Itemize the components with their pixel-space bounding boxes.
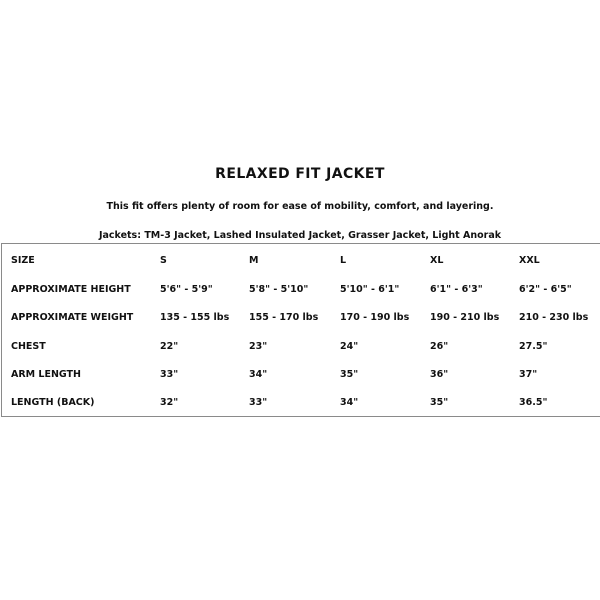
header-size: SIZE <box>11 255 35 266</box>
table-row <box>2 311 600 325</box>
table-cell: 34" <box>249 369 268 380</box>
table-cell: 35" <box>340 369 359 380</box>
table-cell: 27.5" <box>519 341 548 352</box>
table-cell: 5'10" - 6'1" <box>340 284 400 295</box>
header-xl: XL <box>430 255 444 266</box>
table-cell: 24" <box>340 341 359 352</box>
applicable-jackets: Jackets: TM-3 Jacket, Lashed Insulated Jacket, Grasser Jacket, Light Anorak <box>98 230 502 241</box>
table-cell: 170 - 190 lbs <box>340 312 410 323</box>
table-cell: 34" <box>340 397 359 408</box>
table-cell: 33" <box>160 369 179 380</box>
header-l: L <box>340 255 347 266</box>
page-title: RELAXED FIT JACKET <box>215 166 385 182</box>
table-cell: 190 - 210 lbs <box>430 312 500 323</box>
table-cell: 6'2" - 6'5" <box>519 284 572 295</box>
table-cell: 36" <box>430 369 449 380</box>
table-cell: 155 - 170 lbs <box>249 312 319 323</box>
row-label: LENGTH (BACK) <box>11 397 95 408</box>
table-cell: 22" <box>160 341 179 352</box>
table-cell: 32" <box>160 397 179 408</box>
table-row <box>2 283 600 297</box>
table-header-row <box>2 254 600 268</box>
table-cell: 26" <box>430 341 449 352</box>
table-row <box>2 368 600 382</box>
size-chart-table <box>1 243 600 417</box>
header-s: S <box>160 255 167 266</box>
row-label: APPROXIMATE WEIGHT <box>11 312 134 323</box>
table-cell: 5'6" - 5'9" <box>160 284 213 295</box>
table-cell: 37" <box>519 369 538 380</box>
fit-description: This fit offers plenty of room for ease of mobility, comfort, and layering. <box>106 201 494 212</box>
table-cell: 33" <box>249 397 268 408</box>
header-xxl: XXL <box>519 255 540 266</box>
table-cell: 35" <box>430 397 449 408</box>
row-label: CHEST <box>11 341 46 352</box>
table-row <box>2 340 600 354</box>
table-cell: 5'8" - 5'10" <box>249 284 309 295</box>
header-m: M <box>249 255 259 266</box>
row-label: ARM LENGTH <box>11 369 81 380</box>
table-row <box>2 396 600 410</box>
table-cell: 36.5" <box>519 397 548 408</box>
table-cell: 6'1" - 6'3" <box>430 284 483 295</box>
table-cell: 135 - 155 lbs <box>160 312 230 323</box>
table-cell: 210 - 230 lbs <box>519 312 589 323</box>
table-cell: 23" <box>249 341 268 352</box>
row-label: APPROXIMATE HEIGHT <box>11 284 131 295</box>
